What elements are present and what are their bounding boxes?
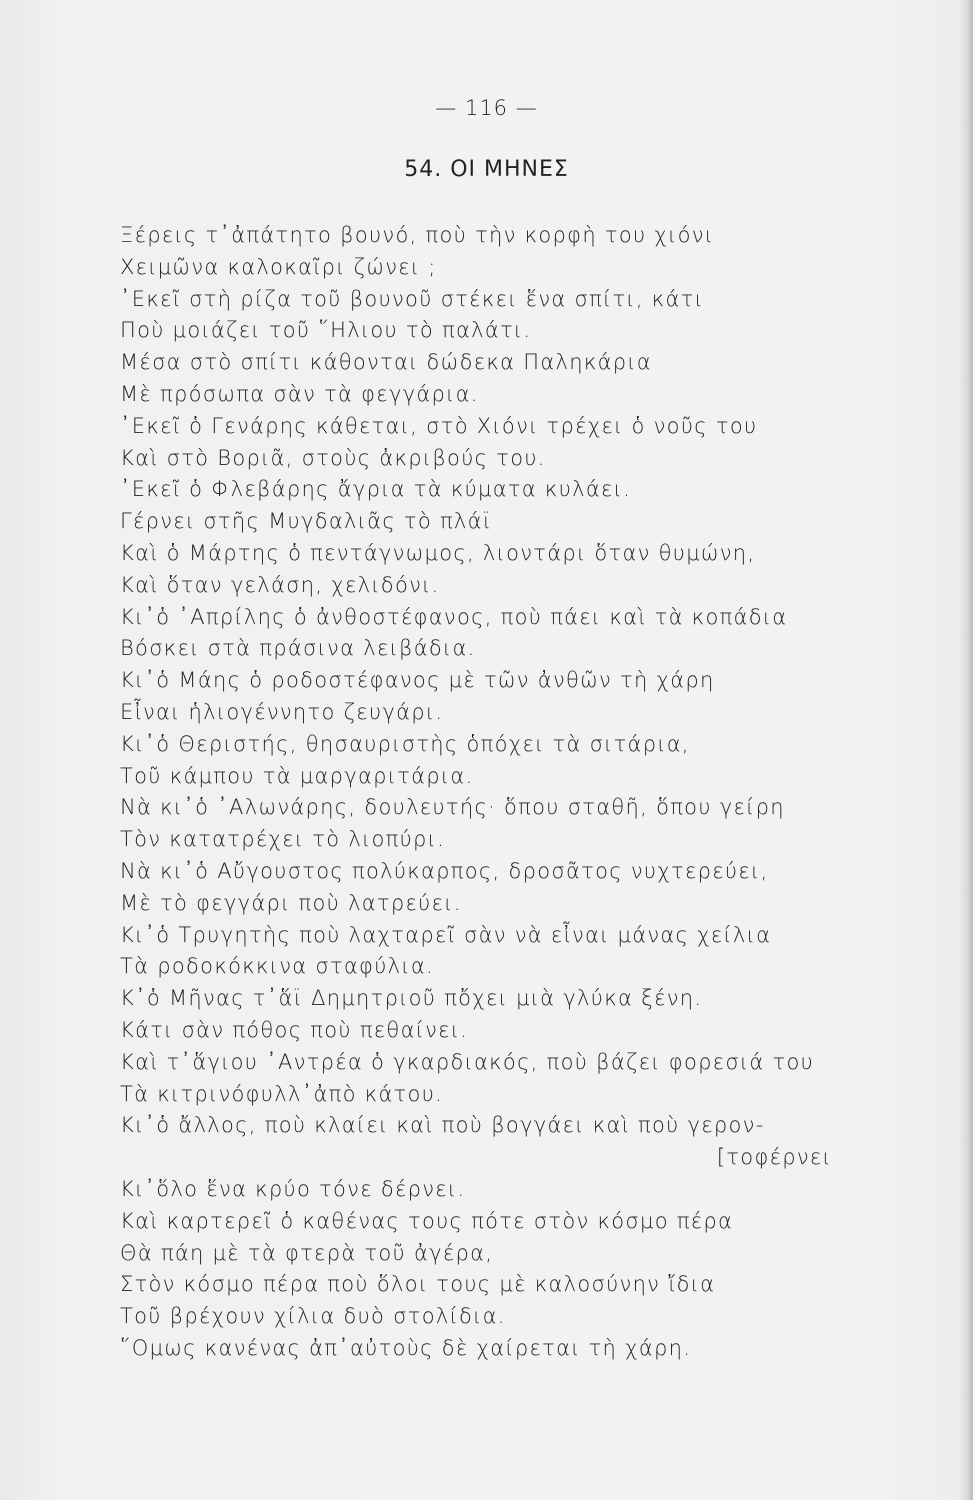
poem-line: Κι᾽ὁ ᾽Απρίλης ὁ ἀνθοστέφανος, ποὺ πάει καὶ τὰ κοπάδια <box>120 604 788 629</box>
poem-line: Κι᾽ὁ Μάης ὁ ροδοστέφανος μὲ τῶν ἀνθῶν τὴ χάρη <box>120 668 715 693</box>
poem-line: Νὰ κι᾽ὁ ᾽Αλωνάρης, δουλευτής· ὅπου σταθῆ, ὅπου γείρη <box>120 795 785 820</box>
poem-line: Καὶ καρτερεῖ ὁ καθένας τους πότε στὸν κόσμο πέρα <box>120 1208 734 1233</box>
poem-line: Θὰ πάη μὲ τὰ φτερὰ τοῦ ἀγέρα, <box>120 1240 494 1265</box>
poem-line: Κι᾽ὁ ἄλλος, ποὺ κλαίει καὶ ποὺ βογγάει καὶ ποὺ γερον- <box>120 1113 765 1138</box>
poem-line: Μέσα στὸ σπίτι κάθονται δώδεκα Παληκάρια <box>120 350 652 375</box>
poem-line: Καὶ στὸ Βοριᾶ, στοὺς ἀκριβούς του. <box>120 445 546 470</box>
poem-line: Τὸν κατατρέχει τὸ λιοπύρι. <box>120 827 446 852</box>
poem-line: Βόσκει στὰ πράσινα λειβάδια. <box>120 636 476 661</box>
poem-line: Καὶ τ᾽ἅγιου ᾽Αντρέα ὁ γκαρδιακός, ποὺ βάζει φορεσιά του <box>120 1049 815 1074</box>
poem-line: Νὰ κι᾽ὁ Αὔγουστος πολύκαρπος, δροσᾶτος νυχτερεύει, <box>120 858 769 883</box>
poem-line: ᾽Εκεῖ ὁ Γενάρης κάθεται, στὸ Χιόνι τρέχει ὁ νοῦς του <box>120 413 758 438</box>
poem-line: Ποὺ μοιάζει τοῦ ῞Ηλιου τὸ παλάτι. <box>120 318 532 343</box>
poem-line: Γέρνει στῆς Μυγδαλιᾶς τὸ πλάϊ <box>120 509 493 534</box>
poem-line: ᾽Εκεῖ ὁ Φλεβάρης ἄγρια τὰ κύματα κυλάει. <box>120 477 632 502</box>
page-number: — 116 — <box>435 96 538 120</box>
poem-line-continuation: [τοφέρνει <box>716 1145 832 1170</box>
poem-line: Κι᾽ὅλο ἕνα κρύο τόνε δέρνει. <box>120 1176 466 1201</box>
poem-body <box>120 220 840 1365</box>
poem-line: Τὰ ροδοκόκκινα σταφύλια. <box>120 954 434 979</box>
poem-line: Κ᾽ὁ Μῆνας τ᾽ἅϊ Δημητριοῦ πὄχει μιὰ γλύκα ξένη. <box>120 986 703 1011</box>
poem-line: Καὶ ὁ Μάρτης ὁ πεντάγνωμος, λιοντάρι ὅταν θυμώνη, <box>120 540 756 565</box>
poem-line: Χειμῶνα καλοκαῖρι ζώνει ; <box>120 254 437 279</box>
poem-title: 54. ΟΙ ΜΗΝΕΣ <box>404 157 569 182</box>
poem-line: Στὸν κόσμο πέρα ποὺ ὅλοι τους μὲ καλοσύνην ἴδια <box>120 1272 716 1297</box>
poem-line: Κι᾽ὁ Τρυγητὴς ποὺ λαχταρεῖ σὰν νὰ εἶναι μάνας χείλια <box>120 922 772 947</box>
poem-line: ᾽Εκεῖ στὴ ρίζα τοῦ βουνοῦ στέκει ἕνα σπίτι, κάτι <box>120 286 705 311</box>
poem-line: Τοῦ βρέχουν χίλια δυὸ στολίδια. <box>120 1304 506 1329</box>
poem-line: Τὰ κιτρινόφυλλ᾽ἀπὸ κάτου. <box>120 1081 444 1106</box>
poem-line: Κι᾽ὁ Θεριστής, θησαυριστὴς ὁπόχει τὰ σιτάρια, <box>120 731 690 756</box>
poem-line: Καὶ ὅταν γελάση, χελιδόνι. <box>120 572 440 597</box>
poem-line: Μὲ τὸ φεγγάρι ποὺ λατρεύει. <box>120 890 462 915</box>
poem-line: ῞Ομως κανένας ἀπ᾽αὐτοὺς δὲ χαίρεται τὴ χάρη. <box>120 1335 692 1360</box>
poem-line: Τοῦ κάμπου τὰ μαργαριτάρια. <box>120 763 474 788</box>
poem-line: Μὲ πρόσωπα σὰν τὰ φεγγάρια. <box>120 381 479 406</box>
poem-line: Κάτι σὰν πόθος ποὺ πεθαίνει. <box>120 1017 469 1042</box>
poem-line: Ξέρεις τ᾽ἀπάτητο βουνό, ποὺ τὴν κορφὴ του χιόνι <box>120 223 715 247</box>
page-edge <box>959 0 973 1500</box>
poem-line: Εἶναι ἡλιογέννητο ζευγάρι. <box>120 699 444 724</box>
